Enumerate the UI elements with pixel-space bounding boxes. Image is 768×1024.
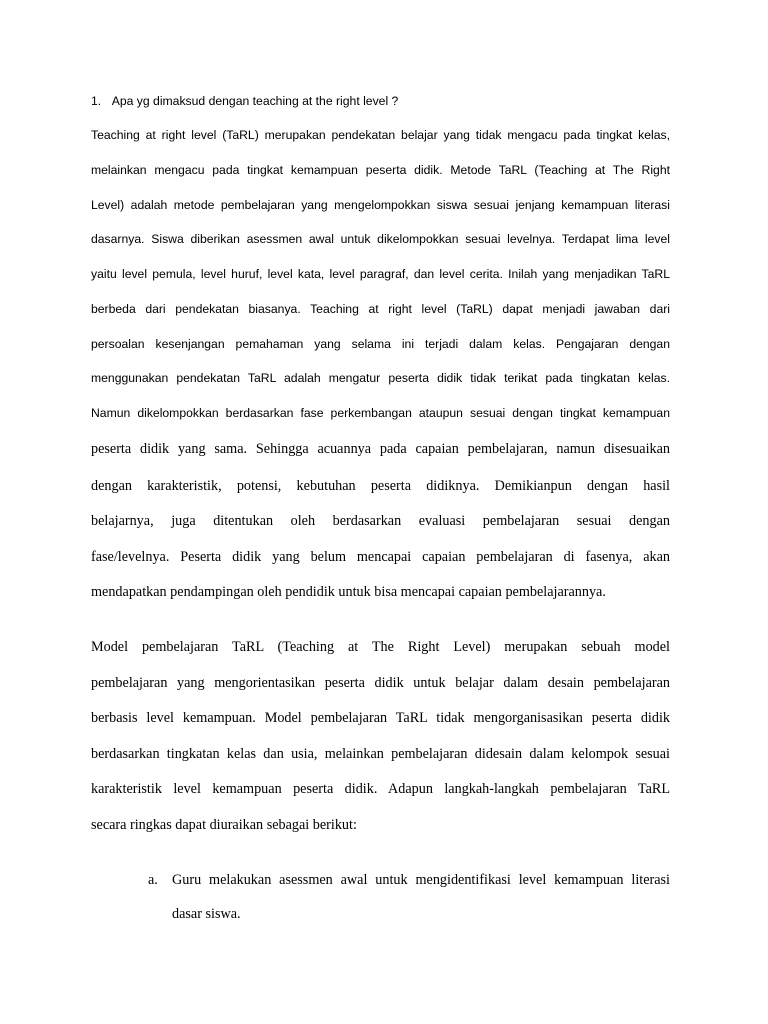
text-line: dengan karakteristik, potensi, kebutuhan peserta didiknya. Demikianpun dengan hasil bbox=[91, 478, 670, 494]
text-line: berbeda dari pendekatan biasanya. Teaching at right level (TaRL) dapat menjadi jawaban dari bbox=[91, 302, 670, 316]
text-line: menggunakan pendekatan TaRL adalah mengatur peserta didik tidak terikat pada tingkatan kelas. bbox=[91, 371, 670, 385]
text-line: Model pembelajaran TaRL (Teaching at The Right Level) merupakan sebuah model bbox=[91, 639, 670, 655]
text-line: dasarnya. Siswa diberikan asessmen awal untuk dikelompokkan sesuai levelnya. Terdapat lima level bbox=[91, 232, 670, 246]
text-line: berdasarkan tingkatan kelas dan usia, melainkan pembelajaran didesain dalam kelompok sesuai bbox=[91, 746, 670, 762]
text-line: Level) adalah metode pembelajaran yang mengelompokkan siswa sesuai jenjang kemampuan literasi bbox=[91, 198, 670, 212]
text-line: Namun dikelompokkan berdasarkan fase perkembangan ataupun sesuai dengan tingkat kemampuan bbox=[91, 406, 670, 420]
question-heading bbox=[91, 92, 691, 110]
question-number: 1. bbox=[91, 94, 102, 108]
text-line: peserta didik yang sama. Sehingga acuannya pada capaian pembelajaran, namun disesuaikan bbox=[91, 441, 670, 457]
text-line: belajarnya, juga ditentukan oleh berdasarkan evaluasi pembelajaran sesuai dengan bbox=[91, 513, 670, 529]
text-line: berbasis level kemampuan. Model pembelajaran TaRL tidak mengorganisasikan peserta didik bbox=[91, 710, 670, 726]
text-line: pembelajaran yang mengorientasikan peserta didik untuk belajar dalam desain pembelajaran bbox=[91, 675, 670, 691]
text-line: mendapatkan pendampingan oleh pendidik untuk bisa mencapai capaian pembelajarannya. bbox=[91, 584, 606, 600]
text-line: persoalan kesenjangan pemahaman yang selama ini terjadi dalam kelas. Pengajaran dengan bbox=[91, 337, 670, 351]
list-item-line: dasar siswa. bbox=[172, 906, 241, 922]
list-item-line: Guru melakukan asessmen awal untuk mengidentifikasi level kemampuan literasi bbox=[172, 872, 670, 888]
text-line: melainkan mengacu pada tingkat kemampuan peserta didik. Metode TaRL (Teaching at The Right bbox=[91, 163, 670, 177]
text-line: fase/levelnya. Peserta didik yang belum mencapai capaian pembelajaran di fasenya, akan bbox=[91, 549, 670, 565]
text-line: Teaching at right level (TaRL) merupakan pendekatan belajar yang tidak mengacu pada tingkat kelas, bbox=[91, 128, 670, 142]
text-line: secara ringkas dapat diuraikan sebagai berikut: bbox=[91, 817, 357, 833]
text-line: yaitu level pemula, level huruf, level kata, level paragraf, dan level cerita. Inilah yang menjadikan TaRL bbox=[91, 267, 670, 281]
list-marker: a. bbox=[148, 872, 158, 888]
text-line: karakteristik level kemampuan peserta didik. Adapun langkah-langkah pembelajaran TaRL bbox=[91, 781, 670, 797]
question-text: Apa yg dimaksud dengan teaching at the right level ? bbox=[111, 94, 399, 108]
